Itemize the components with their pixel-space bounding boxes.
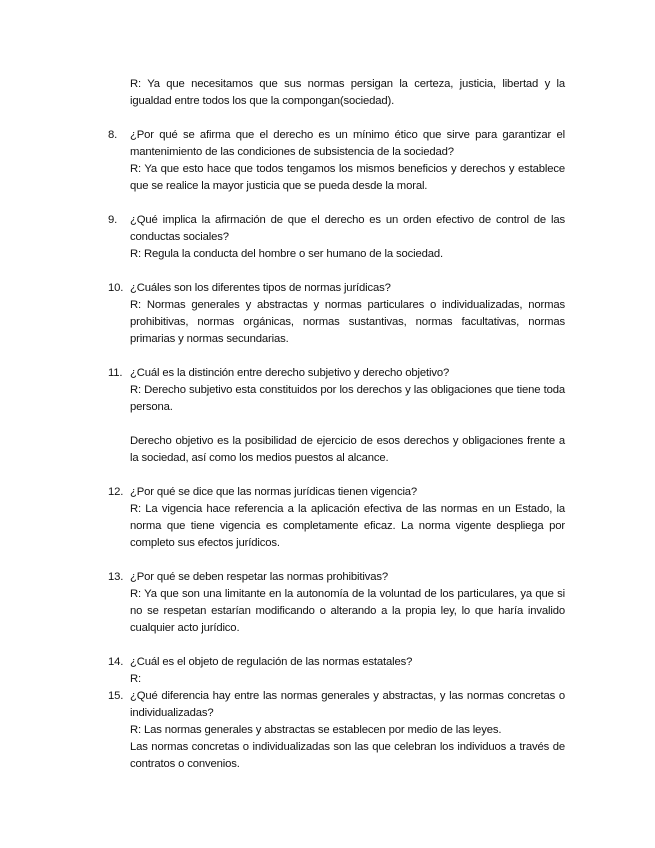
question-text: ¿Qué diferencia hay entre las normas generales y abstractas, y las normas concretas o individualizadas? — [130, 690, 565, 719]
document-body — [0, 76, 655, 773]
question-number: 9. — [108, 214, 118, 226]
answer-text: R: Ya que son una limitante en la autonomía de la voluntad de los particulares, ya que si no se respetan estarían modificando o alterando a la propia ley, lo que haría invalido cualquier acto jurídico. — [130, 588, 565, 634]
question-number: 12. — [108, 486, 124, 498]
question-text: ¿Cuál es el objeto de regulación de las normas estatales? — [130, 656, 413, 668]
question-text: ¿Por qué se dice que las normas jurídicas tienen vigencia? — [130, 486, 418, 498]
answer-text: R: Ya que esto hace que todos tengamos los mismos beneficios y derechos y establece que se realice la mayor justicia que se pueda desde la moral. — [130, 163, 565, 192]
question-text: ¿Por qué se deben respetar las normas prohibitivas? — [130, 571, 388, 583]
answer-extra-text: Las normas concretas o individualizadas son las que celebran los individuos a través de contratos o convenios. — [130, 741, 565, 770]
question-item-13 — [0, 569, 655, 637]
answer-text: R: Las normas generales y abstractas se establecen por medio de las leyes. — [130, 724, 502, 736]
question-text: ¿Cuál es la distinción entre derecho subjetivo y derecho objetivo? — [130, 367, 450, 379]
question-text: ¿Qué implica la afirmación de que el derecho es un orden efectivo de control de las conductas sociales? — [130, 214, 565, 243]
question-item-9 — [0, 212, 655, 263]
answer-text: R: Derecho subjetivo esta constituidos por los derechos y las obligaciones que tiene toda persona. — [130, 384, 565, 413]
question-item-11 — [0, 365, 655, 467]
answer-text: R: Regula la conducta del hombre o ser humano de la sociedad. — [130, 248, 444, 260]
question-item-10 — [0, 280, 655, 348]
intro-answer: R: Ya que necesitamos que sus normas persigan la certeza, justicia, libertad y la igualdad entre todos los que la compongan(sociedad). — [130, 78, 565, 107]
question-item-8 — [0, 127, 655, 195]
question-item-15 — [0, 688, 655, 773]
answer-text: R: — [130, 673, 141, 685]
answer-extra-text: Derecho objetivo es la posibilidad de ejercicio de esos derechos y obligaciones frente a la sociedad, así como los medios puestos al alcance. — [130, 435, 565, 464]
question-number: 15. — [108, 690, 124, 702]
question-number: 10. — [108, 282, 124, 294]
question-number: 13. — [108, 571, 124, 583]
question-number: 14. — [108, 656, 124, 668]
question-text: ¿Cuáles son los diferentes tipos de normas jurídicas? — [130, 282, 391, 294]
question-number: 11. — [108, 367, 123, 379]
answer-text: R: La vigencia hace referencia a la aplicación efectiva de las normas en un Estado, la norma que tiene vigencia es completamente eficaz. La norma vigente despliega por completo sus efectos jurídicos. — [130, 503, 565, 549]
answer-text: R: Normas generales y abstractas y normas particulares o individualizadas, normas prohibitivas, normas orgánicas, normas sustantivas, normas facultativas, normas primarias y normas secundarias. — [130, 299, 565, 345]
question-number: 8. — [108, 129, 118, 141]
question-item-12 — [0, 484, 655, 552]
question-item-14 — [0, 654, 655, 688]
question-text: ¿Por qué se afirma que el derecho es un mínimo ético que sirve para garantizar el mantenimiento de las condiciones de subsistencia de la sociedad? — [130, 129, 565, 158]
